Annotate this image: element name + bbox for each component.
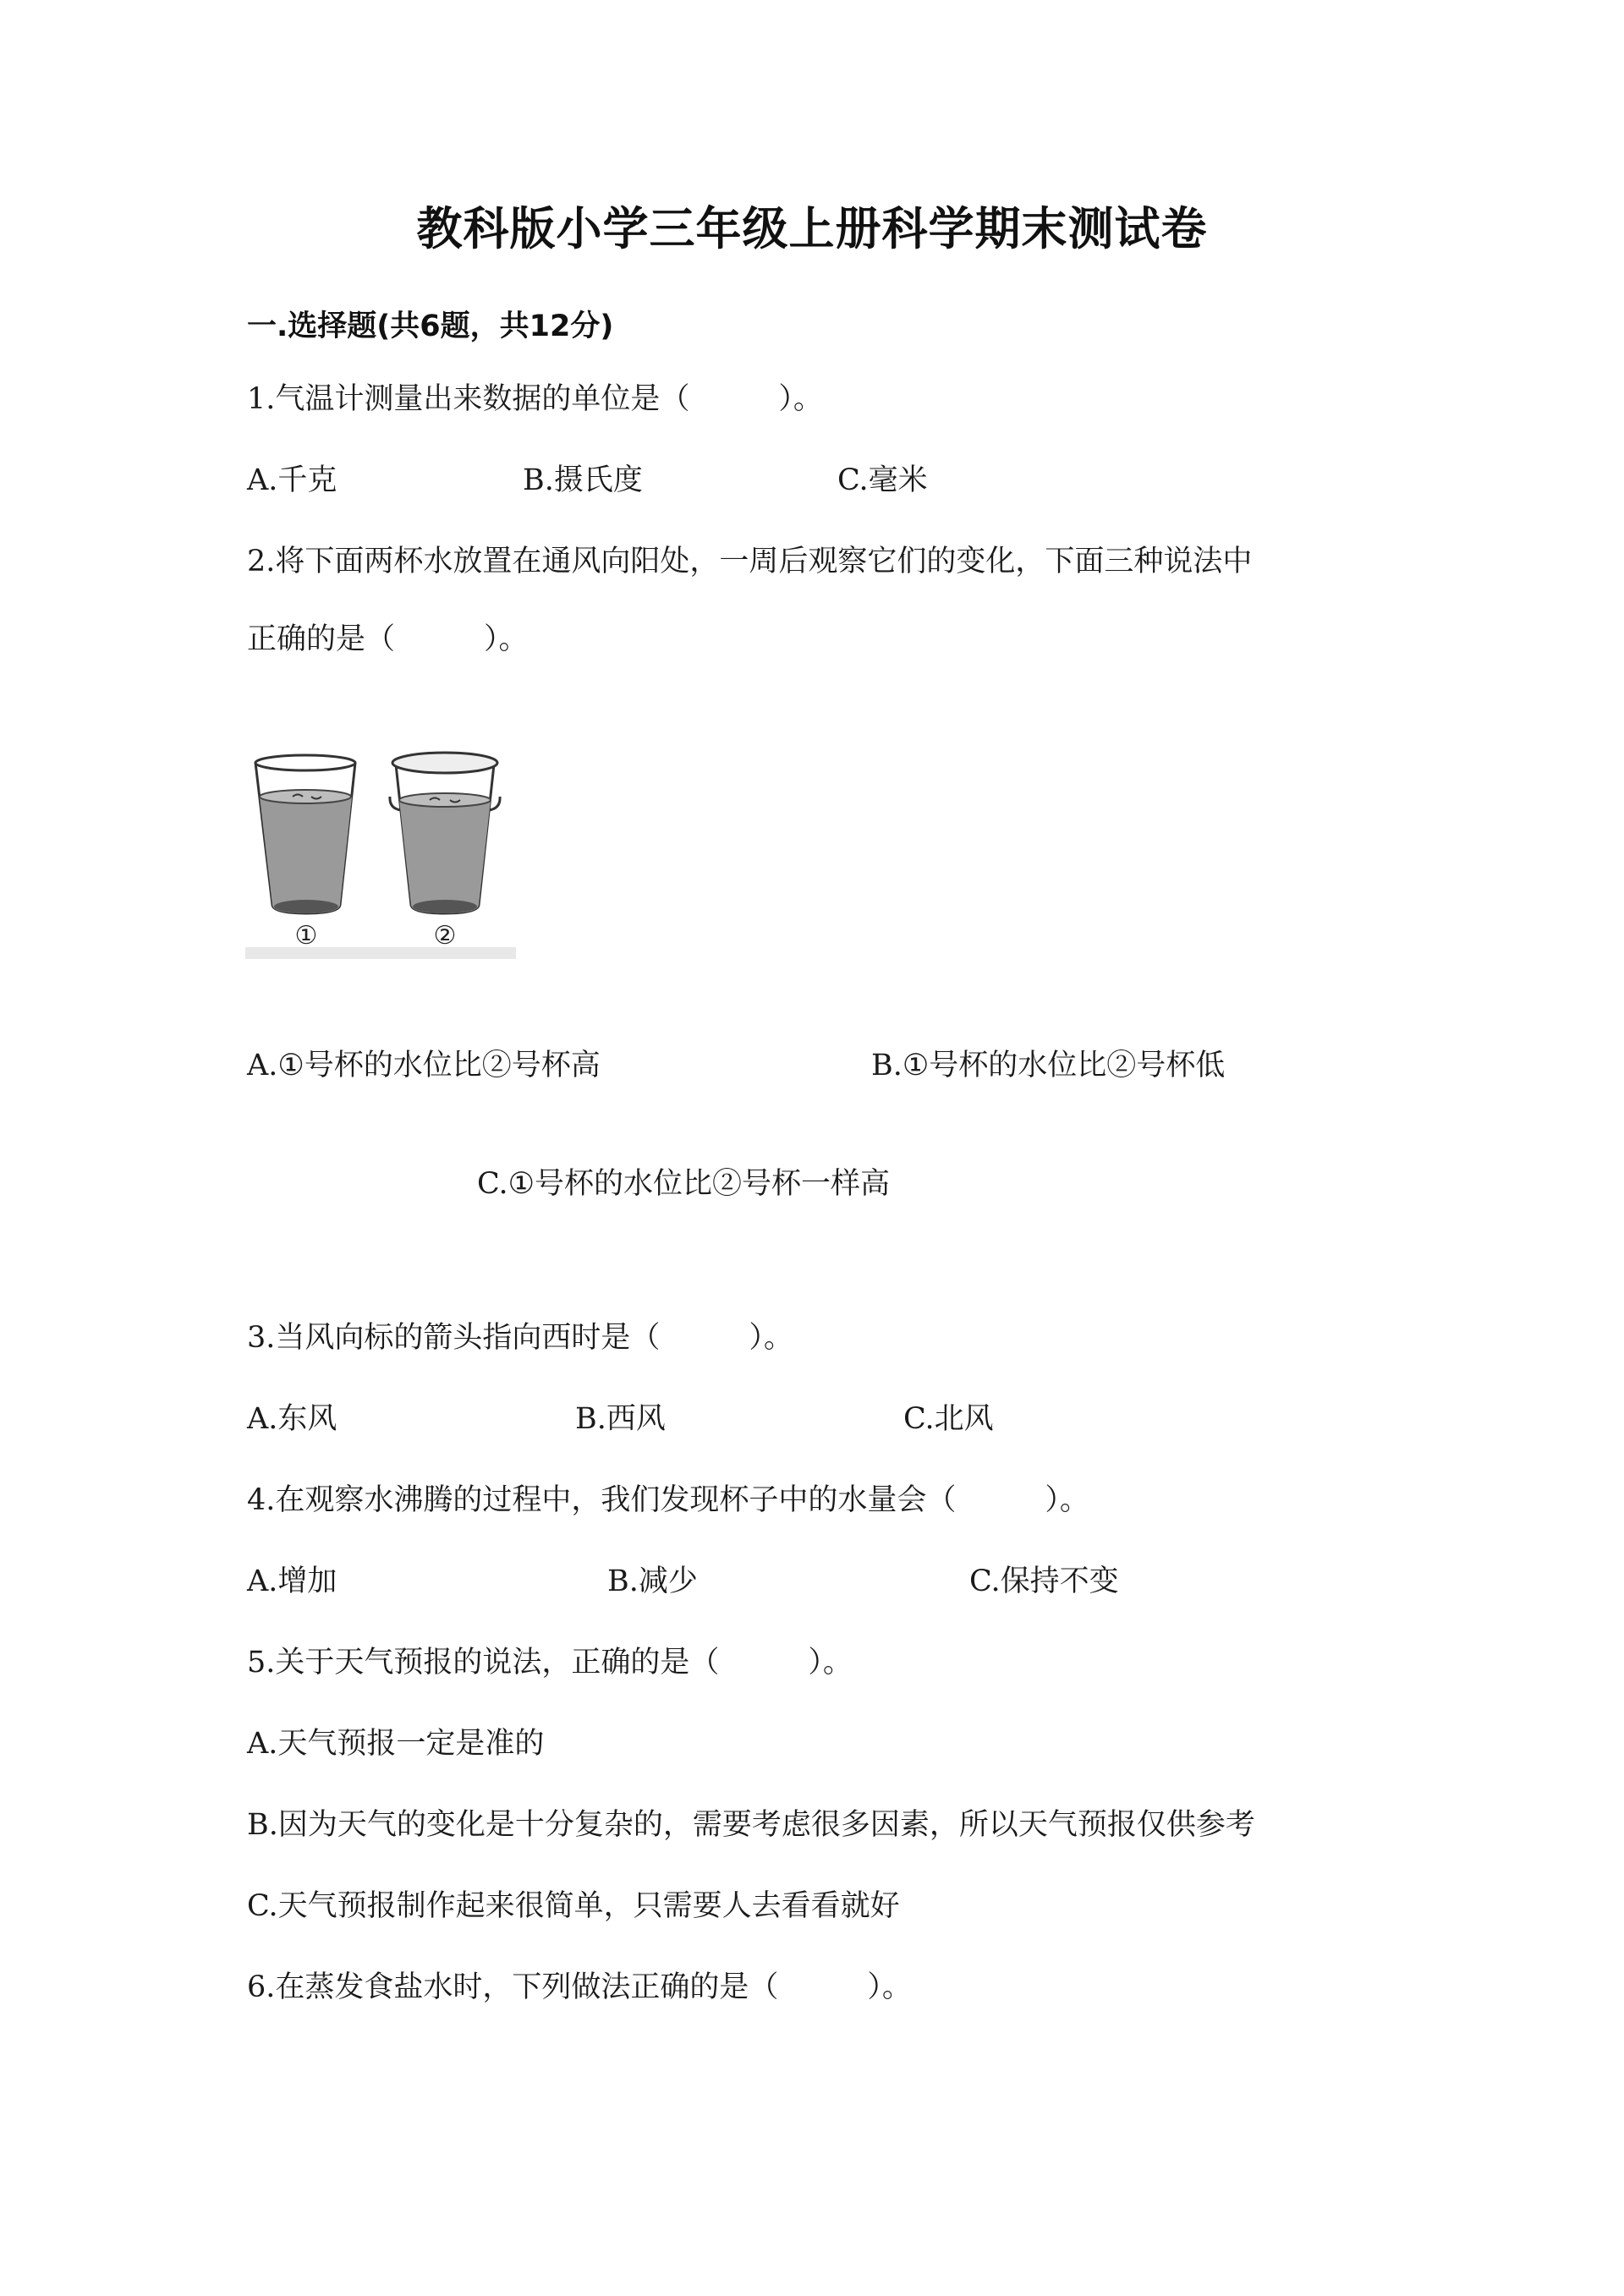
question-6-stem: 6.在蒸发食盐水时，下列做法正确的是（ ）。 bbox=[247, 1970, 912, 2004]
question-2-option-a: A.①号杯的水位比②号杯高 bbox=[247, 1049, 601, 1082]
question-2-stem-line-2: 正确的是（ ）。 bbox=[247, 622, 529, 656]
section-heading: 一.选择题(共6题，共12分) bbox=[247, 310, 614, 343]
question-2-stem-line-1: 2.将下面两杯水放置在通风向阳处，一周后观察它们的变化，下面三种说法中 bbox=[247, 545, 1253, 578]
question-4-stem: 4.在观察水沸腾的过程中，我们发现杯子中的水量会（ ）。 bbox=[247, 1483, 1089, 1517]
question-5-option-b: B.因为天气的变化是十分复杂的，需要考虑很多因素，所以天气预报仅供参考 bbox=[247, 1808, 1255, 1842]
question-3-option-a: A.东风 bbox=[247, 1402, 337, 1436]
question-5-option-a: A.天气预报一定是准的 bbox=[247, 1727, 545, 1761]
covered-cup-icon bbox=[390, 753, 500, 913]
open-cup-icon bbox=[255, 755, 355, 913]
question-5-option-c: C.天气预报制作起来很简单，只需要人去看看就好 bbox=[247, 1889, 900, 1923]
question-4-option-a: A.增加 bbox=[247, 1564, 337, 1598]
question-3-stem: 3.当风向标的箭头指向西时是（ ）。 bbox=[247, 1321, 793, 1355]
question-4-option-c: C.保持不变 bbox=[969, 1564, 1119, 1598]
question-3-option-b: B.西风 bbox=[575, 1402, 666, 1436]
question-4-option-b: B.减少 bbox=[607, 1564, 698, 1598]
cup-1-label: ① bbox=[294, 921, 318, 951]
question-1-option-a: A.千克 bbox=[247, 463, 337, 497]
page-title: 教科版小学三年级上册科学期末测试卷 bbox=[416, 202, 1208, 255]
question-2-option-b: B.①号杯的水位比②号杯低 bbox=[871, 1049, 1226, 1082]
question-5-stem: 5.关于天气预报的说法，正确的是（ ）。 bbox=[247, 1646, 853, 1680]
question-1-option-c: C.毫米 bbox=[837, 463, 928, 497]
two-cups-figure bbox=[245, 744, 524, 964]
cup-2-label: ② bbox=[433, 921, 457, 951]
question-1-option-b: B.摄氏度 bbox=[523, 463, 643, 497]
question-3-option-c: C.北风 bbox=[903, 1402, 994, 1436]
question-2-option-c: C.①号杯的水位比②号杯一样高 bbox=[477, 1167, 891, 1201]
question-1-stem: 1.气温计测量出来数据的单位是（ ）。 bbox=[247, 382, 823, 416]
